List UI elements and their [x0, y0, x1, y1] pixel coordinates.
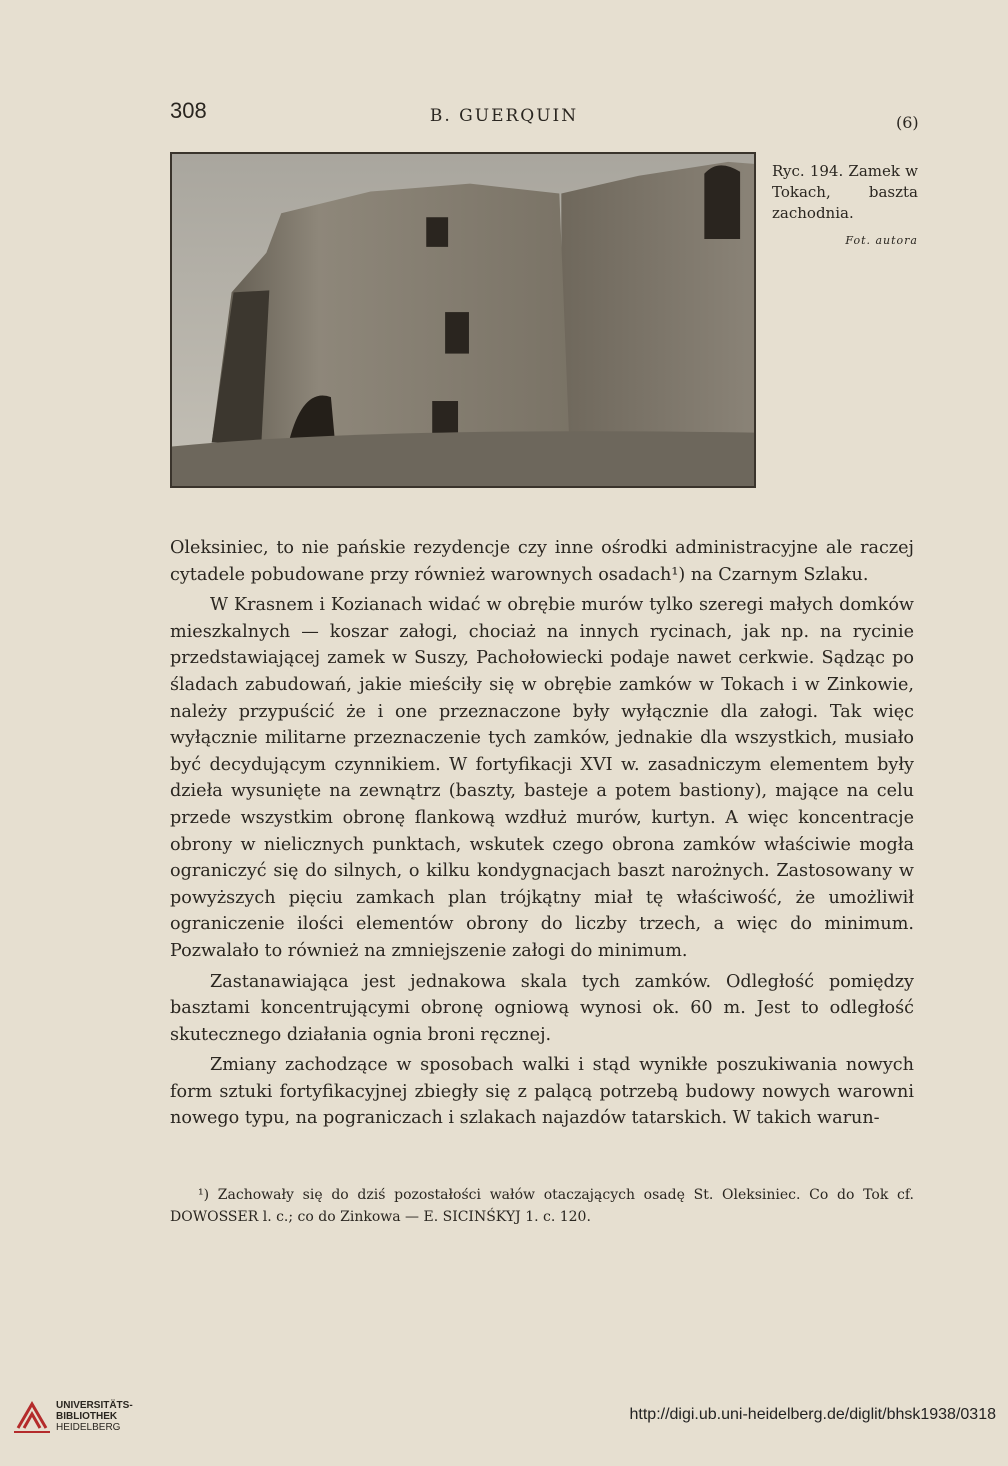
figure-caption: Ryc. 194. Zamek w Tokach, baszta zachodnia. [772, 162, 918, 222]
source-url-link[interactable]: http://digi.ub.uni-heidelberg.de/diglit/bhsk1938/0318 [629, 1406, 996, 1423]
body-text [170, 535, 914, 1132]
library-logo-icon [12, 1398, 52, 1434]
figure-photo-castle-tower [170, 152, 756, 488]
library-name-line-1: UNIVERSITÄTS- [56, 1400, 133, 1411]
plate-number: (6) [896, 113, 919, 132]
paragraph-2: W Krasnem i Kozianach widać w obrębie murów tylko szeregi małych domków mieszkalnych — koszar załogi, chociaż na innych rycinach, jak np. na rycinie przedstawiającej zamek w Suszy, Pachołowiecki podaje nawet cerkwie. Sądząc po śladach zabudowań, jakie mieściły się w obrębie zamków w Tokach i w Zinkowie, należy przypuścić że i one przeznaczone były wyłącznie dla załogi. Tak więc wyłącznie militarne przeznaczenie tych zamków, jednakie dla wszystkich, musiało być decydującym czynnikiem. W fortyfikacji XVI w. zasadniczym elementem były dzieła wysunięte na zewnątrz (baszty, basteje a potem bastiony), mające na celu przede wszystkim obronę flankową wzdłuż murów, kurtyn. A więc koncentracje obrony w nielicznych punktach, wskutek czego obrona zamków właściwie mogła ograniczyć się do silnych, o kilku kondygnacjach baszt narożnych. Zastosowany w powyższych pięciu zamkach plan trójkątny miał tę właściwość, że umożliwił ograniczenie ilości elementów obrony do liczby trzech, a więc do minimum. Pozwalało to również na zmniejszenie załogi do minimum. [170, 595, 914, 961]
library-name [56, 1400, 133, 1433]
library-name-line-3: HEIDELBERG [56, 1422, 121, 1433]
page-number: 308 [170, 98, 207, 123]
castle-ruin-photo [172, 154, 754, 486]
running-head: B. GUERQUIN [429, 106, 579, 126]
figure-credit: Fot. autora [845, 234, 918, 247]
paragraph-4: Zmiany zachodzące w sposobach walki i stąd wynikłe poszukiwania nowych form sztuki fortyfikacyjnej zbiegły się z palącą potrzebą budowy nowych warowni nowego typu, na pograniczach i szlakach najazdów tatarskich. W takich warun- [170, 1055, 914, 1129]
footnote: ¹) Zachowały się do dziś pozostałości wałów otaczających osadę St. Oleksiniec. Co do Tok cf. DOWOSSER l. c.; co do Zinkowa — E. SICINŚKYJ 1. c. 120. [170, 1187, 914, 1225]
library-name-line-2: BIBLIOTHEK [56, 1411, 118, 1422]
library-footer [0, 1396, 1008, 1436]
paragraph-1: Oleksiniec, to nie pańskie rezydencje czy inne ośrodki administracyjne ale raczej cytadele pobudowane przy również warownych osadach¹) na Czarnym Szlaku. [170, 538, 914, 585]
paragraph-3: Zastanawiająca jest jednakowa skala tych zamków. Odległość pomiędzy basztami koncentrującymi obronę ogniową wynosi ok. 60 m. Jest to odległość skutecznego działania ognia broni ręcznej. [170, 971, 914, 1045]
